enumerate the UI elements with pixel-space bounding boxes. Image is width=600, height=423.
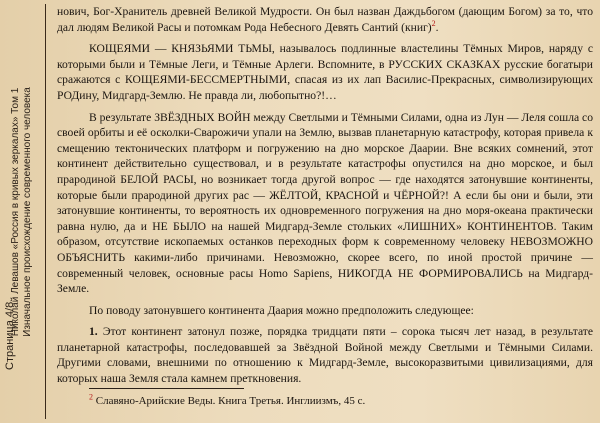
footnote-text: Славяно-Арийские Веды. Книга Третья. Инглиизмъ, 45 с. [93, 395, 366, 407]
footnote-divider [89, 388, 244, 389]
footnote [89, 394, 365, 408]
footnote-number: 2 [89, 392, 93, 402]
paragraph-3: В результате ЗВЁЗДНЫХ ВОЙН между Светлыми и Тёмными Силами, одна из Лун — Леля сошла со своей орбиты и её осколки-Сварожичи упали на Землю, вызвав планетарную катастрофу, которая привела к смещению тектонических платформ и погружению на дно морское Даарии. Вне всяких сомнений, этот континент действительно существовал, и в результате катастрофы опустился на дно морское, и был прародиной БЕЛОЙ РАСЫ, но возникает тогда другой вопрос — где находятся затонувшие континенты, которые были прародиной других рас — ЖЁЛТОЙ, КРАСНОЙ и ЧЁРНОЙ?! А если бы они и были, эти затонувшие континенты, то вероятность их одновременного погружения на дно моря-океана практически равна нулю, да и НЕ БЫЛО на нашей Мидгард-Земле стольких «ЛИШНИХ» КОНТИНЕНТОВ. Таким образом, отсутствие ископаемых останков переходных форм к современному человеку НЕВОЗМОЖНО ОБЪЯСНИТЬ какими-либо причинами. Невозможно, скорее всего, по иной простой причине — современный человек, основные расы Homo Sapiens, НИКОГДА НЕ ФОРМИРОВАЛИСЬ на Мидгард-Земле. [57, 110, 593, 296]
sidebar [0, 0, 44, 423]
sidebar-caption [10, 87, 34, 337]
paragraph-1: нович, Бог-Хранитель древней Великой Мудрости. Он был назван Даждьбогом (дающим Богом) за то, что дал людям Великой Расы и потомкам Рода Небесного Девять Сантий (книг)$^2$. [57, 5, 593, 34]
paragraph-5: 1. Этот континент затонул позже, порядка тридцати пяти – сорока тысяч лет назад, в результате планетарной катастрофы, последовавшей за Звёздной Войной между Светлыми и Тёмными Силами. Другими словами, внешними по отношению к Мидгард-Земле, высокоразвитыми цивилизациями, для которых наша Земля стала камнем преткновения. [57, 325, 593, 386]
document-body [57, 4, 593, 387]
paragraph-2: КОЩЕЯМИ — КНЯЗЬЯМИ ТЬМЫ, называлось подлинные властелины Тёмных Миров, наряду с которыми были и Тёмные Леги, и Тёмные Арлеги. Вспомните, в РУССКИХ СКАЗКАХ русские богатыри сражаются с КОЩЕЯМИ-БЕССМЕРТНЫМИ, спасая из их лап Василис-Прекрасных, символизирующих РОДину, Мидгард-Землю. Не правда ли, любопытно?!… [57, 42, 593, 102]
margin-rule [45, 4, 46, 419]
paragraph-4: По поводу затонувшего континента Даария можно предположить следующее: [89, 303, 474, 317]
sidebar-book-title: Николай Левашов «Россия в кривых зеркалах» Том 1 [10, 87, 21, 337]
sidebar-chapter-title: Изначальное происхождение современного человека [22, 87, 33, 337]
footnote-ref[interactable]: 2 [431, 18, 436, 28]
list-number: 1. [89, 325, 98, 339]
page-number: Страница 4/8 [4, 301, 16, 370]
